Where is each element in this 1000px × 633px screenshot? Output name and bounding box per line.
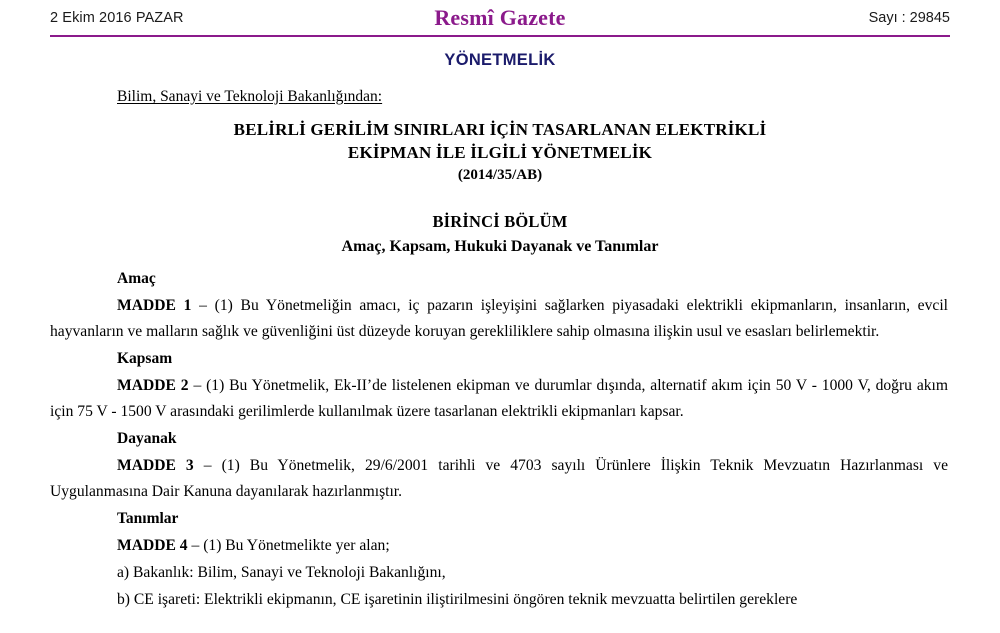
section-heading-dayanak: Dayanak (117, 430, 177, 447)
section-heading-tanimlar: Tanımlar (117, 510, 179, 527)
chapter-subtitle: Amaç, Kapsam, Hukuki Dayanak ve Tanımlar (341, 238, 659, 255)
article-paragraph-3 (50, 453, 948, 505)
regulation-code: (2014/35/AB) (457, 167, 543, 183)
regulation-title-line-2: EKİPMAN İLE İLGİLİ YÖNETMELİK (347, 143, 653, 162)
document-body (50, 266, 948, 614)
regulation-title (50, 118, 950, 164)
article-body-1: – (1) Bu Yönetmeliğin amacı, iç pazarın işleyişini sağlarken piyasadaki elektrikli ekipmanların, insanların, evcil hayvanların ve malların sağlık ve güvenliğini üst düzeyde koruyan gerekliliklere sahip olmasına ilişkin usul ve esasları belirlemektir. (50, 297, 948, 340)
chapter-heading: BİRİNCİ BÖLÜM (432, 212, 568, 231)
article-paragraph-2 (50, 373, 948, 425)
article-body-3: – (1) Bu Yönetmelik, 29/6/2001 tarihli ve 4703 sayılı Ürünlere İlişkin Teknik Mevzuatın Hazırlanması ve Uygulanmasına Dair Kanuna dayanılarak hazırlanmıştır. (50, 457, 948, 500)
definition-item-b: b) CE işareti: Elektrikli ekipmanın, CE işaretinin iliştirilmesini öngören teknik mevzuatta belirtilen gereklere (117, 591, 798, 608)
issuing-authority: Bilim, Sanayi ve Teknoloji Bakanlığından: (117, 88, 383, 105)
document-type-heading: YÖNETMELİK (444, 51, 556, 69)
regulation-title-line-1: BELİRLİ GERİLİM SINIRLARI İÇİN TASARLANAN ELEKTRİKLİ (233, 120, 767, 139)
article-label-2: MADDE 2 (117, 377, 189, 394)
article-paragraph-1 (50, 293, 948, 345)
article-label-1: MADDE 1 (117, 297, 192, 314)
masthead-divider (50, 35, 950, 37)
masthead (50, 5, 950, 34)
article-body-2: – (1) Bu Yönetmelik, Ek-II’de listelenen ekipman ve durumlar dışında, alternatif akım için 50 V - 1000 V, doğru akım için 75 V - 1500 V arasındaki gerilimlerde kullanılmak üzere tasarlanan elektrikli ekipmanları kapsar. (50, 377, 949, 420)
article-body-4: – (1) Bu Yönetmelikte yer alan; (187, 537, 390, 554)
article-paragraph-4 (50, 533, 948, 559)
article-label-4: MADDE 4 (117, 537, 188, 554)
publication-date: 2 Ekim 2016 PAZAR (50, 10, 184, 26)
article-label-3: MADDE 3 (117, 457, 194, 474)
definition-item-a: a) Bakanlık: Bilim, Sanayi ve Teknoloji Bakanlığını, (117, 564, 446, 581)
gazette-title: Resmî Gazete (434, 5, 566, 30)
section-heading-amac: Amaç (117, 270, 156, 287)
issue-number: Sayı : 29845 (868, 10, 950, 26)
section-heading-kapsam: Kapsam (117, 350, 173, 367)
